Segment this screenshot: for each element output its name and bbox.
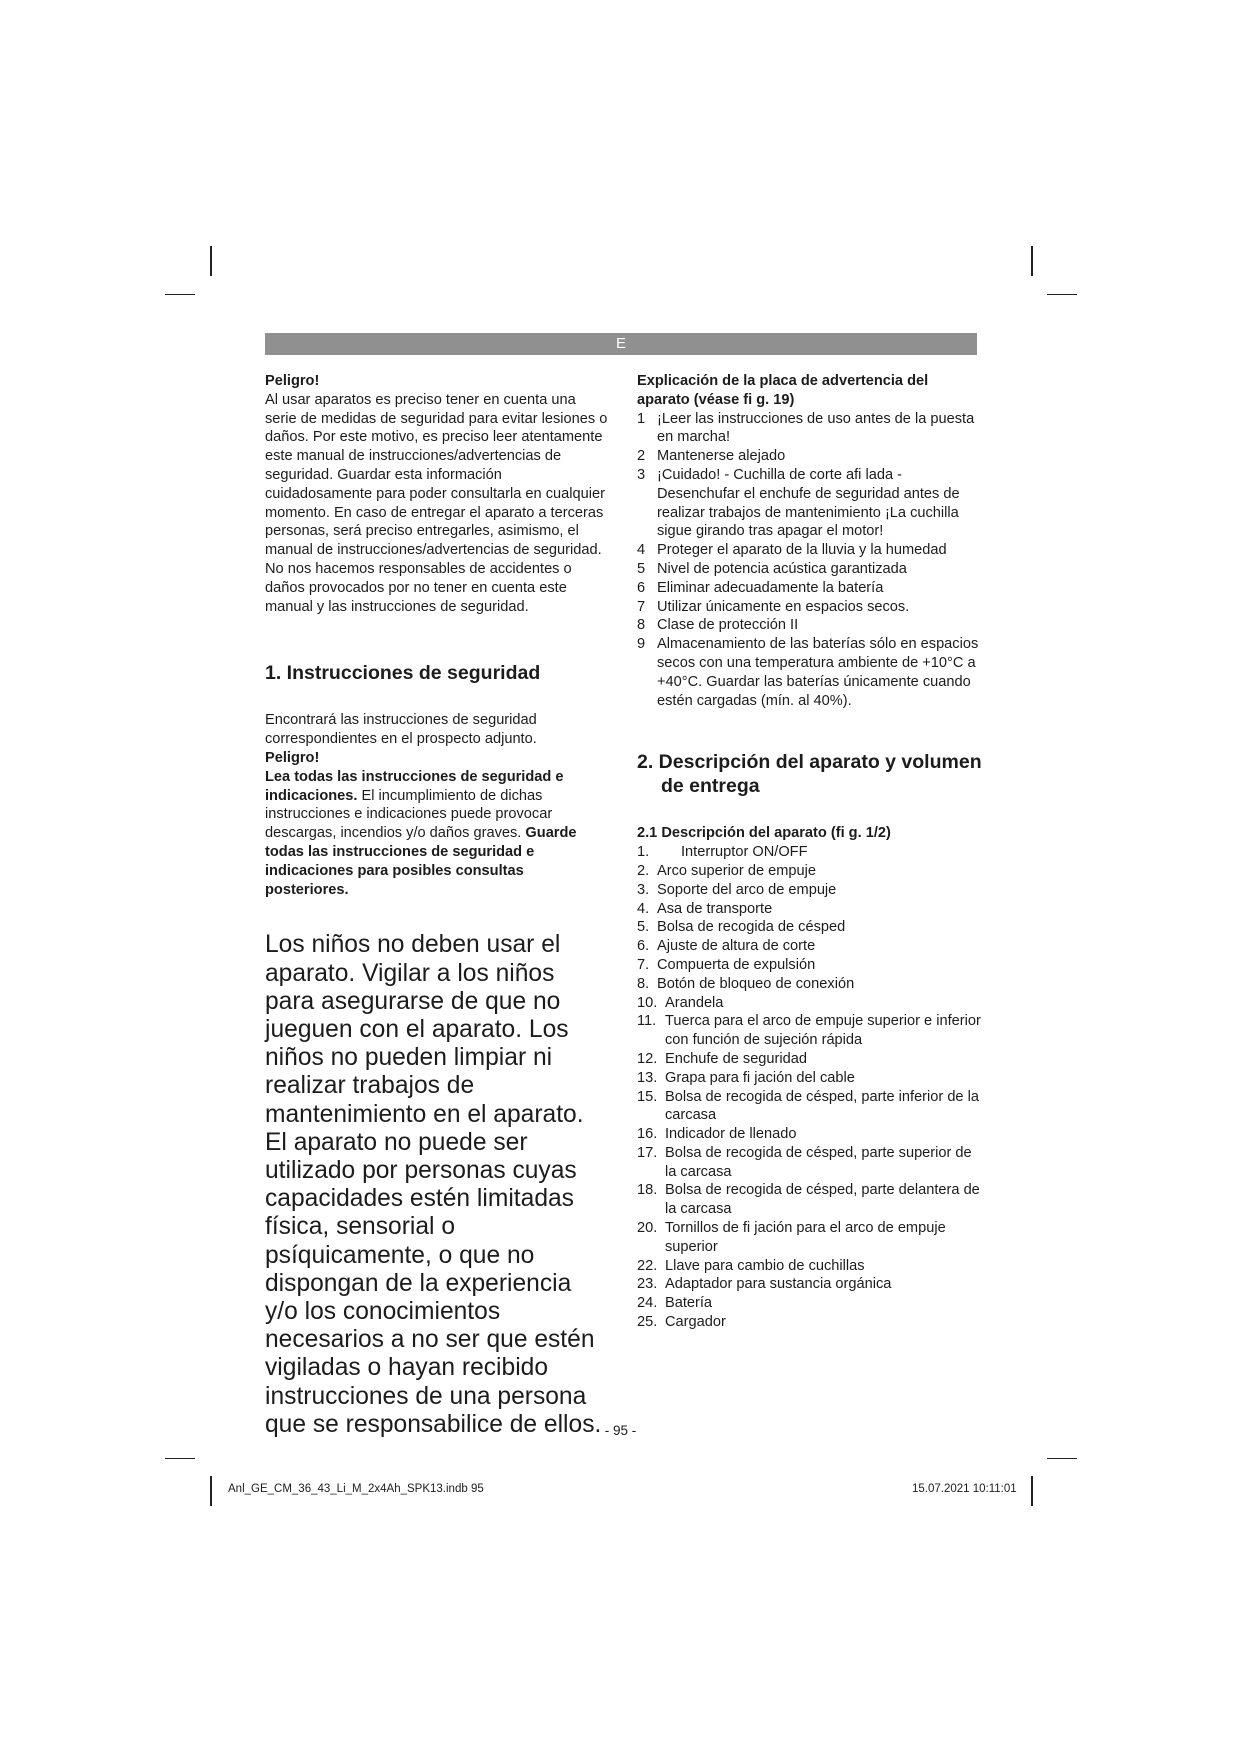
list-item — [637, 466, 982, 541]
item-number: 15. — [637, 1088, 658, 1105]
item-number: 8. — [637, 975, 650, 992]
item-number: 24. — [637, 1295, 658, 1312]
crop-mark-top-left-h — [165, 294, 195, 295]
item-text: Almacenamiento de las baterías sólo en espacios secos con una temperatura ambiente de +10°C a +40°C. Guardar las baterías únicamente cuando estén cargadas (mín. al 40%). — [657, 636, 979, 709]
list-item — [637, 560, 982, 579]
item-number: 5. — [637, 919, 650, 936]
item-number: 2 — [637, 448, 646, 465]
item-number: 5 — [637, 560, 646, 577]
list-item — [637, 862, 982, 881]
list-item — [637, 579, 982, 598]
item-text: Adaptador para sustancia orgánica — [665, 1276, 892, 1293]
item-text: Botón de bloqueo de conexión — [657, 975, 855, 992]
item-number: 1. — [637, 844, 650, 861]
list-item — [637, 975, 982, 994]
section-2-1-heading: 2.1 Descripción del aparato (fi g. 1/2) — [637, 825, 891, 842]
page-number: - 95 - — [604, 1423, 637, 1438]
list-item — [637, 918, 982, 937]
footer-timestamp: 15.07.2021 10:11:01 — [912, 1483, 1017, 1495]
list-item — [637, 1313, 982, 1332]
list-item — [637, 616, 982, 635]
warning-2-title: Peligro! — [265, 749, 320, 766]
list-item — [637, 635, 982, 710]
item-number: 10. — [637, 994, 658, 1011]
warning-plate-heading: Explicación de la placa de advertencia del aparato (véase fi g. 19) — [637, 373, 929, 408]
crop-mark-bottom-left-v — [210, 1476, 212, 1506]
item-text: ¡Cuidado! - Cuchilla de corte afi lada - Desenchufar el enchufe de seguridad antes de realizar trabajos de mantenimiento ¡La cuchilla sigue girando tras apagar el motor! — [657, 466, 960, 540]
list-item — [637, 881, 982, 900]
crop-mark-bottom-right-v — [1031, 1476, 1033, 1506]
item-text: Bolsa de recogida de césped, parte superior de la carcasa — [665, 1144, 972, 1180]
item-text: Enchufe de seguridad — [665, 1050, 807, 1067]
list-item — [637, 1050, 982, 1069]
warning-2-text: El incumplimiento de dichas instrucciones e indicaciones puede provocar descargas, incendios y/o daños graves. — [265, 787, 553, 842]
list-item — [637, 598, 982, 617]
item-text: Clase de protección II — [657, 617, 799, 634]
item-text: Compuerta de expulsión — [657, 956, 816, 973]
item-text: Arco superior de empuje — [657, 862, 816, 879]
list-item — [637, 410, 982, 448]
list-item — [637, 1275, 982, 1294]
section-1-heading: 1. Instrucciones de seguridad — [265, 662, 541, 685]
item-number: 12. — [637, 1050, 658, 1067]
item-number: 9 — [637, 636, 646, 653]
children-notice: Los niños no deben usar el aparato. Vigilar a los niños para asegurarse de que no jueguen con el aparato. Los niños no pueden limpiar ni realizar trabajos de mantenimiento en el aparato. El aparato no puede ser utilizado por personas cuyas capacidades estén limitadas física, sensorial o psíquicamente, o que no dispongan de la experiencia y/o los conocimientos necesarios a no ser que estén vigiladas o hayan recibido instrucciones de una persona que se responsabilice de ellos. — [265, 931, 602, 1438]
item-number: 2. — [637, 862, 650, 879]
item-text: Bolsa de recogida de césped, parte delantera de la carcasa — [665, 1182, 980, 1218]
item-text: Cargador — [665, 1314, 726, 1331]
list-item — [637, 937, 982, 956]
item-number: 7 — [637, 598, 646, 615]
item-text: Proteger el aparato de la lluvia y la humedad — [657, 542, 947, 559]
list-item — [637, 1069, 982, 1088]
list-item — [637, 1144, 982, 1182]
item-text: Batería — [665, 1295, 713, 1312]
list-item — [637, 1088, 982, 1126]
list-item — [637, 1012, 982, 1050]
crop-mark-top-left-v — [210, 246, 212, 276]
warning-2-paragraph — [265, 768, 610, 900]
item-text: Arandela — [665, 994, 724, 1011]
section-2-heading: 2. Descripción del aparato y volumen de entrega — [637, 751, 982, 798]
section-1-intro: Encontrará las instrucciones de seguridad correspondientes en el prospecto adjunto. — [265, 712, 537, 748]
item-text: Bolsa de recogida de césped — [657, 919, 846, 936]
item-text: ¡Leer las instrucciones de uso antes de la puesta en marcha! — [657, 410, 975, 446]
item-text: Tornillos de fi jación para el arco de empuje superior — [665, 1220, 946, 1255]
list-item — [637, 1181, 982, 1219]
crop-mark-top-right-v — [1031, 246, 1033, 276]
item-text: Asa de transporte — [657, 900, 773, 917]
item-number: 3 — [637, 466, 646, 483]
item-number: 20. — [637, 1220, 658, 1237]
item-number: 22. — [637, 1257, 658, 1274]
footer-filename: Anl_GE_CM_36_43_Li_M_2x4Ah_SPK13.indb 95 — [228, 1483, 484, 1495]
crop-mark-bottom-left-h — [165, 1458, 195, 1459]
list-item — [637, 1219, 982, 1257]
item-text: Mantenerse alejado — [657, 448, 786, 465]
list-item — [637, 994, 982, 1013]
item-text: Ajuste de altura de corte — [657, 938, 816, 955]
language-label: E — [615, 335, 626, 352]
item-number: 17. — [637, 1144, 658, 1161]
item-number: 6. — [637, 938, 650, 955]
list-item — [637, 541, 982, 560]
item-number: 18. — [637, 1182, 658, 1199]
item-text: Llave para cambio de cuchillas — [665, 1257, 865, 1274]
item-text: Utilizar únicamente en espacios secos. — [657, 598, 910, 615]
list-item — [637, 1125, 982, 1144]
item-number: 6 — [637, 579, 646, 596]
warning-title: Peligro! — [265, 373, 320, 389]
item-text: Interruptor ON/OFF — [681, 844, 808, 861]
warning-body: Al usar aparatos es preciso tener en cuenta una serie de medidas de seguridad para evitar lesiones o daños. Por este motivo, es preciso leer atentamente este manual de instrucciones/advertencias de seguridad. Guardar esta información cuidadosamente para poder consultarla en cualquier momento. En caso de entregar el aparato a terceras personas, será preciso entregarles, asimismo, el manual de instrucciones/advertencias de seguridad. No nos hacemos responsables de accidentes o daños provocados por no tener en cuenta este manual y las instrucciones de seguridad. — [265, 391, 608, 615]
item-number: 16. — [637, 1126, 658, 1143]
list-item — [637, 843, 982, 862]
item-text: Eliminar adecuadamente la batería — [657, 579, 884, 596]
item-number: 4. — [637, 900, 650, 917]
item-number: 11. — [637, 1013, 657, 1030]
item-number: 13. — [637, 1069, 658, 1086]
item-text: Tuerca para el arco de empuje superior e inferior con función de sujeción rápida — [665, 1013, 981, 1049]
device-description-list — [637, 843, 982, 1332]
item-number: 25. — [637, 1314, 658, 1331]
warning-plate-list — [637, 410, 982, 711]
left-column — [265, 372, 610, 1439]
item-number: 1 — [637, 410, 646, 427]
item-number: 4 — [637, 542, 646, 559]
warning-2-bold-2: Guarde todas las instrucciones de seguridad e indicaciones para posibles consultas posteriores. — [265, 825, 577, 898]
list-item — [637, 447, 982, 466]
language-header-bar — [265, 333, 977, 355]
item-text: Indicador de llenado — [665, 1126, 797, 1143]
right-column — [637, 372, 982, 1332]
list-item — [637, 956, 982, 975]
item-number: 3. — [637, 881, 650, 898]
list-item — [637, 1294, 982, 1313]
list-item — [637, 1257, 982, 1276]
item-number: 8 — [637, 617, 646, 634]
item-text: Grapa para fi jación del cable — [665, 1069, 855, 1086]
warning-2-bold-1: Lea todas las instrucciones de seguridad e indicaciones. — [265, 768, 564, 804]
item-text: Soporte del arco de empuje — [657, 881, 837, 898]
item-number: 7. — [637, 956, 650, 973]
item-text: Bolsa de recogida de césped, parte inferior de la carcasa — [665, 1088, 979, 1124]
list-item — [637, 900, 982, 919]
item-text: Nivel de potencia acústica garantizada — [657, 560, 907, 577]
crop-mark-bottom-right-h — [1047, 1458, 1077, 1459]
item-number: 23. — [637, 1276, 658, 1293]
crop-mark-top-right-h — [1047, 294, 1077, 295]
